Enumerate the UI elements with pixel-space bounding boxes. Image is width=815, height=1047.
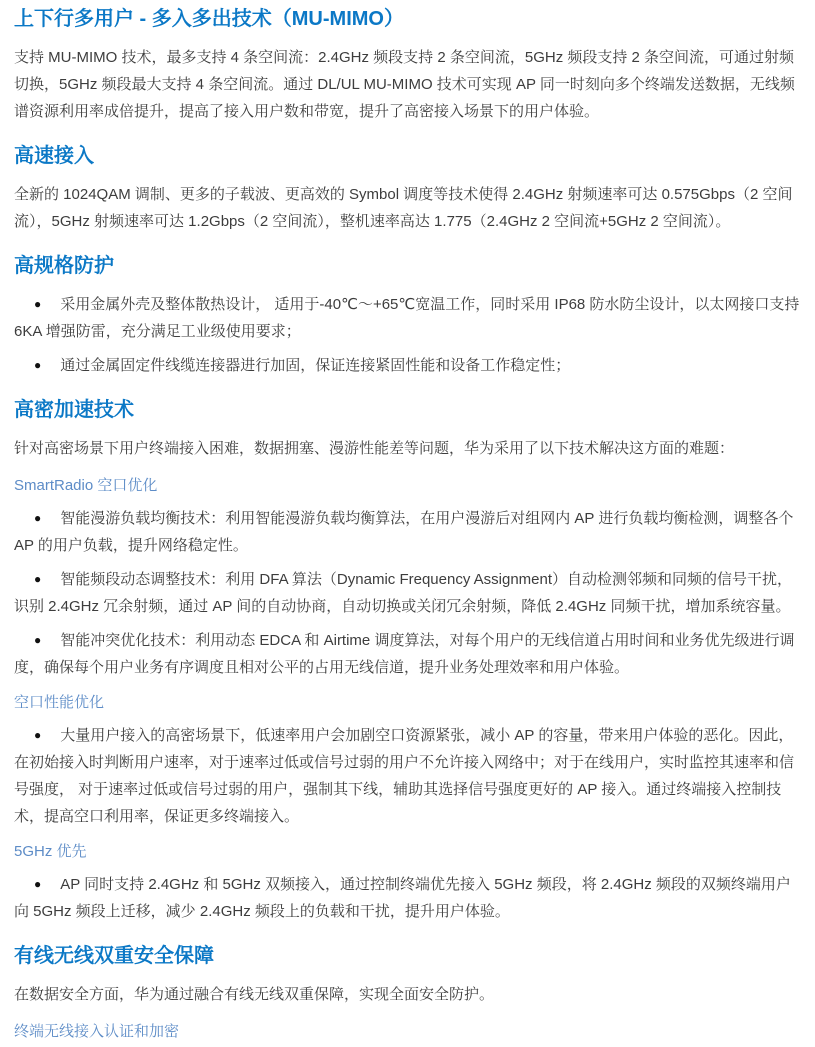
bullet-text: 智能频段动态调整技术：利用 DFA 算法（Dynamic Frequency Assignment）自动检测邻频和同频的信号干扰，识别 2.4GHz 冗余射频，通过 AP 间的自动协商，自动切换或关闭冗余射频，降低 2.4GHz 同频干扰，增加系统容量。 [14, 571, 793, 615]
bullet-icon: ● [34, 633, 42, 647]
bullet-text: AP 同时支持 2.4GHz 和 5GHz 双频接入，通过控制终端优先接入 5GHz 频段，将 2.4GHz 频段的双频终端用户向 5GHz 频段上迁移，减少 2.4GHz 频段上的负载和干扰，提升用户体验。 [14, 876, 791, 920]
section-mu-mimo [14, 6, 800, 125]
paragraph: 在数据安全方面，华为通过融合有线无线双重保障，实现全面安全防护。 [14, 986, 495, 1003]
bullet-item [14, 871, 800, 925]
bullet-item [14, 722, 800, 830]
subsection-heading-5ghz-first: 5GHz 优先 [14, 843, 87, 860]
bullet-text: 通过金属固定件线缆连接器进行加固，保证连接紧固性能和设备工作稳定性； [60, 357, 571, 374]
bullet-item [14, 352, 800, 379]
section-heading: 高速接入 [14, 145, 94, 167]
subsection-heading-terminal-auth: 终端无线接入认证和加密 [14, 1023, 180, 1040]
subsection-heading-smartradio: SmartRadio 空口优化 [14, 477, 158, 494]
bullet-item [14, 291, 800, 345]
bullet-text: 大量用户接入的高密场景下，低速率用户会加剧空口资源紧张，减小 AP 的容量，带来用户体验的恶化。因此，在初始接入时判断用户速率，对于速率过低或信号过弱的用户不允许接入网络中；对于在线用户，实时监控其速率和信号强度， 对于速率过低或信号过弱的用户，强制其下线，辅助其选择信号强度更好的 AP 接入。通过终端接入控制技术，提高空口利用率，保证更多终端接入。 [14, 727, 795, 825]
bullet-icon: ● [34, 728, 42, 742]
section-heading: 有线无线双重安全保障 [14, 945, 214, 967]
bullet-item [14, 566, 800, 620]
section-high-spec-protection [14, 253, 800, 379]
bullet-icon: ● [34, 358, 42, 372]
section-heading: 高规格防护 [14, 255, 114, 277]
bullet-icon: ● [34, 572, 42, 586]
section-heading: 上下行多用户 - 多入多出技术（MU-MIMO） [14, 8, 404, 30]
subsection-heading-air-interface: 空口性能优化 [14, 694, 105, 711]
bullet-icon: ● [34, 877, 42, 891]
bullet-icon: ● [34, 297, 42, 311]
paragraph: 针对高密场景下用户终端接入困难，数据拥塞、漫游性能差等问题，华为采用了以下技术解决这方面的难题： [14, 440, 735, 457]
bullet-item [14, 505, 800, 559]
section-high-speed-access [14, 143, 800, 235]
section-dual-security [14, 943, 800, 1045]
section-high-density-acceleration [14, 397, 800, 925]
paragraph: 全新的 1024QAM 调制、更多的子载波、更高效的 Symbol 调度等技术使得 2.4GHz 射频速率可达 0.575Gbps（2 空间流），5GHz 射频速率可达 1.2Gbps（2 空间流），整机速率高达 1.775（2.4GHz 2 空间流+5GHz 2 空间流）。 [14, 186, 793, 230]
bullet-text: 智能漫游负载均衡技术：利用智能漫游负载均衡算法，在用户漫游后对组网内 AP 进行负载均衡检测，调整各个 AP 的用户负载，提升网络稳定性。 [14, 510, 794, 554]
section-heading: 高密加速技术 [14, 399, 134, 421]
paragraph: 支持 MU-MIMO 技术，最多支持 4 条空间流：2.4GHz 频段支持 2 条空间流，5GHz 频段支持 2 条空间流，可通过射频切换，5GHz 频段最大支持 4 条空间流。通过 DL/UL MU-MIMO 技术可实现 AP 同一时刻向多个终端发送数据，无线频谱资源利用率成倍提升，提高了接入用户数和带宽，提升了高密接入场景下的用户体验。 [14, 49, 795, 120]
bullet-item [14, 627, 800, 681]
bullet-text: 采用金属外壳及整体散热设计， 适用于-40℃～+65℃宽温工作，同时采用 IP68 防水防尘设计，以太网接口支持 6KA 增强防雷，充分满足工业级使用要求； [14, 296, 800, 340]
bullet-icon: ● [34, 511, 42, 525]
bullet-text: 智能冲突优化技术：利用动态 EDCA 和 Airtime 调度算法，对每个用户的无线信道占用时间和业务优先级进行调度，确保每个用户业务有序调度且相对公平的占用无线信道，提升业务处理效率和用户体验。 [14, 632, 795, 676]
